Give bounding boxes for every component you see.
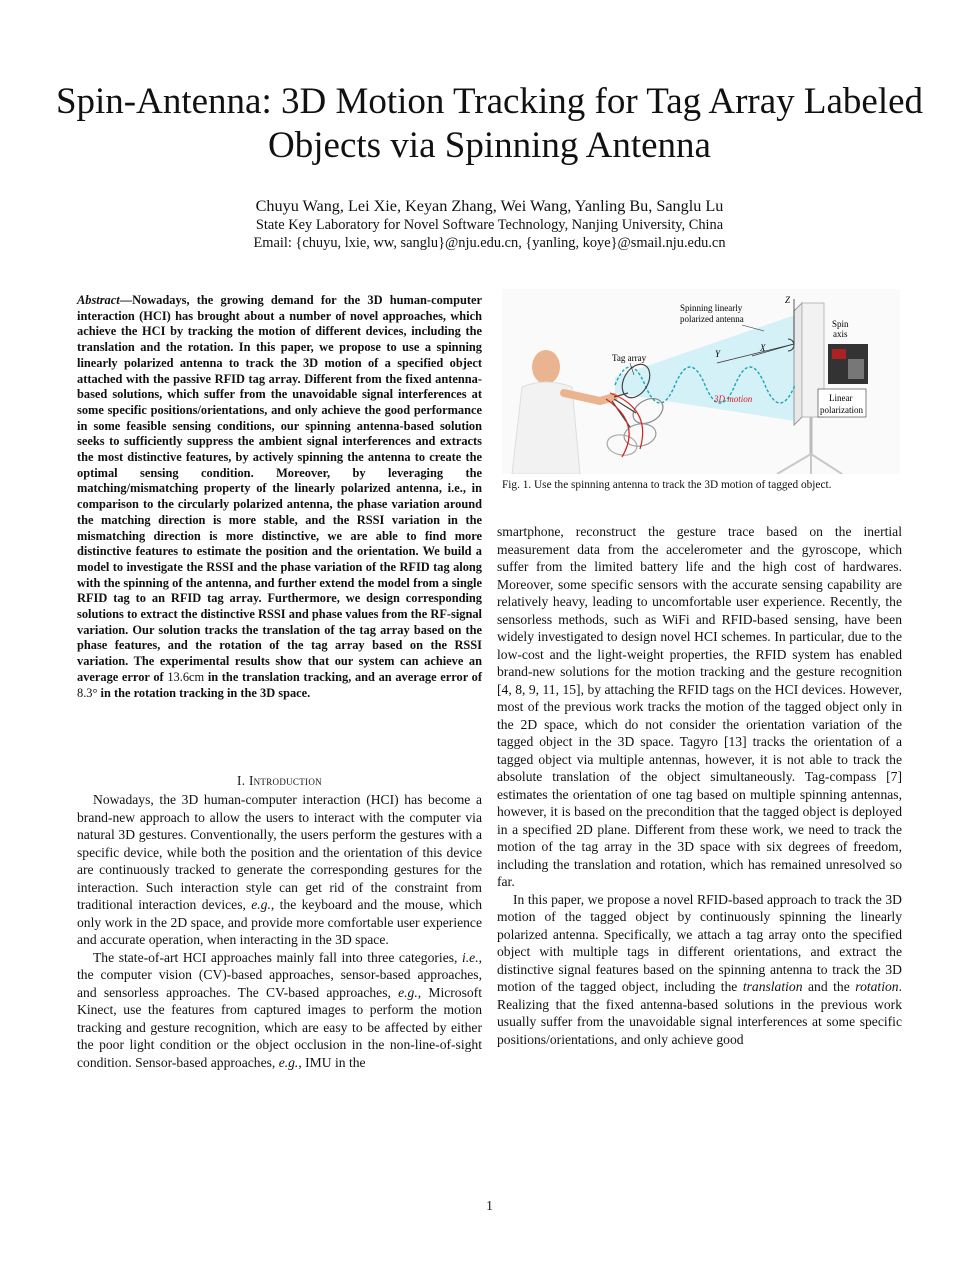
right-paragraph-1: smartphone, reconstruct the gesture trace based on the inertial measurement data from the accelerometer and the gyroscope, which suffer from the limited battery life and the high cost of hardwares. Moreover, some specific sensors with the accurate sensing capability are relatively heavy, leading to uncomfortable user experience. Recently, the sensorless methods, such as WiFi and RFID-based sensing, have been widely investigated to design novel HCI schemes. In particular, due to the low-cost and the light-weight properties, the RFID system has enabled brand-new solutions for the motion tracking and the gesture recognition [4, 8, 9, 11, 15], by attaching the RFID tags on the HCI devices. However, most of the previous work tracks the motion of the tagged object only in the 2D space, which do not consider the orientation variation of the tagged object in the 3D space. Tagyro [13] tracks the orientation of a tagged object via multiple antennas, however, it is not able to track the absolute translation of the object simultaneously. Tag-compass [7] estimates the orientation of one tag based on multiple spinning antennas, however, it is based on the precondition that the tagged object is deployed in a specified 2D plane. Different from these work, we need to track the motion of the tag array in the 3D space with six degrees of freedom, including the translation and rotation, which has remained unresolved so far. xyxy=(497,524,902,889)
abstract-text-2: in the translation tracking, and an average error of xyxy=(204,669,483,684)
figure-1-illustration xyxy=(502,289,900,474)
axis-y-label: Y xyxy=(715,349,721,359)
page-number: 1 xyxy=(486,1198,493,1213)
abstract-text-1: —Nowadays, the growing demand for the 3D human-computer interaction (HCI) has brought about a number of novel approaches, which achieve the HCI by tracking the motion of different devices, including the translation and the rotation. In this paper, we propose to use a spinning linearly polarized antenna to track the 3D motion of a specified object attached with the passive RFID tag array. Different from the fixed antenna-based solutions, which suffer from the unavoidable signal interferences at some specific positions/orientations, and only achieve the good performance in some feasible sensing conditions, our spinning antenna-based solution seeks to sufficiently suppress the ambient signal interferences and extracts the most distinctive features, by actively spinning the antenna to create the optimal sensing condition. Moreover, by leveraging the matching/mismatching property of the linearly polarized antenna, i.e., in comparison to the circularly polarized antenna, the phase variation around the matching direction is more stable, and the RSSI variation in the mismatching direction is more distinctive, we are able to find more distinctive features to estimate the position and the orientation. We build a model to investigate the RSSI and the phase variation of the RFID tag along with the spinning of the antenna, and further extend the model from a single RFID tag to an RFID tag array. Furthermore, we design corresponding solutions to extract the distinctive RSSI and phase values from the RF-signal variation. Our solution tracks the translation of the tag array based on the phase features, and the rotation of the tag array based on the RSSI variation. The experimental results show that our system can achieve an average error of xyxy=(77,293,482,684)
label-spinning-line1: Spinning linearly xyxy=(680,303,743,313)
abstract-text-3: in the rotation tracking in the 3D space. xyxy=(97,685,311,700)
axis-z-label: Z xyxy=(785,295,791,305)
affiliation-block xyxy=(40,216,939,252)
section-title: Introduction xyxy=(248,773,322,788)
intro-left-column xyxy=(77,791,482,1071)
label-linear-line1: Linear xyxy=(829,393,853,403)
abstract xyxy=(77,293,482,701)
antenna-panel xyxy=(794,303,802,425)
section-heading-introduction xyxy=(77,773,482,789)
right-paragraph-2: In this paper, we propose a novel RFID-based approach to track the 3D motion of the tagged object by continuously spinning the linearly polarized antenna. Specifically, we attach a tag array onto the specified object with multiple tags in different orientations, and extract the distinctive signal features based on the spinning antenna to track the 3D motion of the tagged object, including the translation and the rotation. Realizing that the fixed antenna-based solutions in the previous work usually suffer from the unavoidable signal interferences at some specific positions/orientations, and only achieve good xyxy=(497,891,902,1047)
axis-x-label: X xyxy=(760,343,766,353)
person-head xyxy=(532,350,560,384)
abstract-value-2: 8.3° xyxy=(77,685,98,700)
abstract-value-1: 13.6cm xyxy=(167,669,205,684)
intro-right-column xyxy=(497,523,902,1048)
label-spin-axis-line2: axis xyxy=(833,329,848,339)
intro-paragraph-1: Nowadays, the 3D human-computer interaction (HCI) has become a brand-new approach to allow the users to interact with the computer via natural 3D gestures. Conventionally, the users perform the gestures with a specific device, while both the position and the orientation of this device are continuously tracked to generate the corresponding gestures for the interaction. Such interaction style can get rid of the constraint from traditional interaction devices, e.g., the keyboard and the mouse, which only work in the 2D space, and provide more comfortable user experience and accurate operation, when interacting in the 3D space. xyxy=(77,792,482,947)
figure-caption: Fig. 1. Use the spinning antenna to track the 3D motion of tagged object. xyxy=(502,479,832,491)
intro-paragraph-2: The state-of-art HCI approaches mainly fall into three categories, i.e., the computer vision (CV)-based approaches, sensor-based approaches, and sensorless approaches. The CV-based approaches, e.g., Microsoft Kinect, use the features from captured images to perform the motion tracking and gesture recognition, which are easy to be affected by either the poor light condition or the object occlusion in the non-line-of-sight condition. Sensor-based approaches, e.g., IMU in the xyxy=(77,949,482,1070)
paper-title: Spin-Antenna: 3D Motion Tracking for Tag Array Labeled Objects via Spinning Antenna xyxy=(55,81,924,166)
email-line: Email: {chuyu, lxie, ww, sanglu}@nju.edu.cn, {yanling, koye}@smail.nju.edu.cn xyxy=(253,235,726,251)
label-3d-motion: 3D motion xyxy=(714,394,753,404)
label-tag-array: Tag array xyxy=(612,353,647,363)
label-spinning-line2: polarized antenna xyxy=(680,314,744,324)
affiliation: State Key Laboratory for Novel Software Technology, Nanjing University, China xyxy=(255,217,724,233)
abstract-lead: Abstract xyxy=(77,293,120,307)
figure-1 xyxy=(502,289,900,474)
author-list: Chuyu Wang, Lei Xie, Keyan Zhang, Wei Wang, Yanling Bu, Sanglu Lu xyxy=(255,197,724,215)
label-linear-line2: polarization xyxy=(820,405,863,415)
section-number: I. xyxy=(237,773,249,788)
label-spin-axis-line1: Spin xyxy=(832,319,849,329)
